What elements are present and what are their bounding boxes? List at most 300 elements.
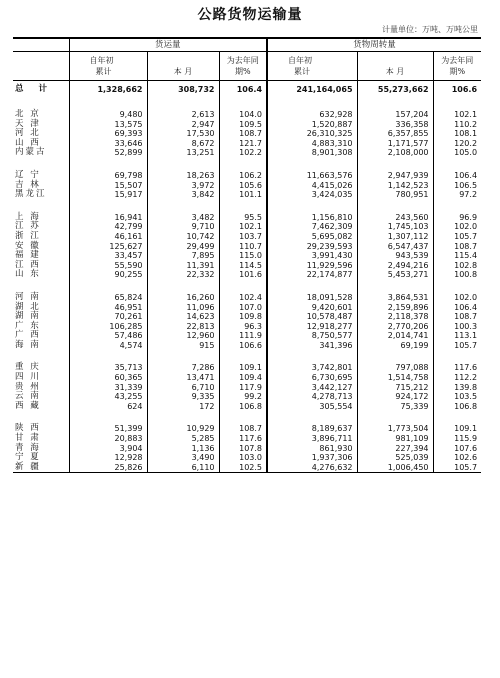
group-spacer: [13, 280, 481, 293]
region-name: 上 海: [15, 211, 41, 222]
turnover-month: 6,357,855: [357, 129, 433, 139]
turnover-month: 2,014,741: [357, 331, 433, 341]
freight-cumulative: 15,507: [69, 181, 147, 191]
header-cum2-bottom: 累计: [294, 67, 311, 76]
turnover-month: 981,109: [357, 434, 433, 444]
turnover-yoy: 96.9: [433, 213, 481, 223]
turnover-cumulative: 7,462,309: [267, 222, 357, 232]
freight-yoy: 108.7: [219, 129, 267, 139]
unit-note: 计量单位：万吨、万吨公里: [382, 25, 478, 34]
turnover-month: 5,453,271: [357, 270, 433, 280]
freight-yoy: 109.5: [219, 120, 267, 130]
freight-month: 915: [147, 341, 219, 351]
freight-yoy: 102.1: [219, 222, 267, 232]
turnover-month: 2,947,939: [357, 171, 433, 181]
spacer-cell: [69, 350, 147, 363]
region-name: 天 津: [15, 118, 41, 129]
freight-cumulative: 70,261: [69, 312, 147, 322]
region-name: 海 南: [15, 339, 41, 350]
turnover-cumulative: 22,174,877: [267, 270, 357, 280]
table-row: [13, 363, 481, 373]
turnover-yoy: 120.2: [433, 139, 481, 149]
freight-yoy: 105.6: [219, 181, 267, 191]
freight-cumulative: 624: [69, 402, 147, 412]
turnover-cumulative: 3,424,035: [267, 190, 357, 200]
table-row: [13, 322, 481, 332]
freight-yoy: 106.8: [219, 402, 267, 412]
turnover-month: 715,212: [357, 383, 433, 393]
table-row: [13, 120, 481, 130]
region-name: 云 南: [15, 391, 41, 402]
spacer-cell: [267, 200, 357, 213]
freight-yoy: 104.0: [219, 110, 267, 120]
spacer-cell: [433, 158, 481, 171]
table-row: [13, 341, 481, 351]
header-month1-label: 本 月: [173, 67, 193, 76]
turnover-cumulative: 4,278,713: [267, 392, 357, 402]
turnover-month: 2,494,216: [357, 261, 433, 271]
freight-yoy: 117.6: [219, 434, 267, 444]
freight-cumulative: 90,255: [69, 270, 147, 280]
freight-yoy: 111.9: [219, 331, 267, 341]
freight-yoy: 109.1: [219, 363, 267, 373]
freight-month: 2,613: [147, 110, 219, 120]
turnover-yoy: 103.5: [433, 392, 481, 402]
turnover-yoy: 105.7: [433, 463, 481, 473]
freight-yoy: 103.7: [219, 232, 267, 242]
freight-cumulative: 25,826: [69, 463, 147, 473]
spacer-cell: [219, 97, 267, 110]
freight-month: 12,960: [147, 331, 219, 341]
turnover-cumulative: 8,901,308: [267, 148, 357, 158]
turnover-cumulative: 29,239,593: [267, 242, 357, 252]
freight-cumulative: 69,393: [69, 129, 147, 139]
freight-month: 11,096: [147, 303, 219, 313]
freight-cumulative: 52,899: [69, 148, 147, 158]
spacer-cell: [69, 158, 147, 171]
spacer-cell: [357, 280, 433, 293]
turnover-yoy: 115.9: [433, 434, 481, 444]
freight-yoy: 109.8: [219, 312, 267, 322]
total-turnover-yoy: 106.6: [433, 81, 481, 98]
header-yoy-2: [433, 52, 481, 81]
freight-table: [13, 37, 481, 473]
spacer-cell: [267, 97, 357, 110]
header-yoy2-top: 为去年同: [441, 56, 474, 65]
freight-cumulative: 43,255: [69, 392, 147, 402]
freight-yoy: 115.0: [219, 251, 267, 261]
turnover-month: 924,172: [357, 392, 433, 402]
header-freight: 货运量: [69, 38, 267, 52]
table-row: [13, 444, 481, 454]
freight-month: 29,499: [147, 242, 219, 252]
region-name: 山 西: [15, 137, 41, 148]
region-name: 重 庆: [15, 362, 41, 373]
turnover-yoy: 139.8: [433, 383, 481, 393]
freight-month: 17,530: [147, 129, 219, 139]
freight-month: 7,895: [147, 251, 219, 261]
total-turnover-month: 55,273,662: [357, 81, 433, 98]
region-name: 辽 宁: [15, 169, 41, 180]
group-spacer: [13, 158, 481, 171]
table-row: [13, 293, 481, 303]
table-row: [13, 383, 481, 393]
freight-month: 2,947: [147, 120, 219, 130]
region-name: 广 西: [15, 330, 41, 341]
table-body: [13, 81, 481, 473]
turnover-yoy: 106.4: [433, 171, 481, 181]
spacer-cell: [219, 350, 267, 363]
turnover-yoy: 115.4: [433, 251, 481, 261]
turnover-cumulative: 6,730,695: [267, 373, 357, 383]
freight-cumulative: 20,883: [69, 434, 147, 444]
freight-yoy: 106.6: [219, 341, 267, 351]
freight-month: 1,136: [147, 444, 219, 454]
turnover-cumulative: 305,554: [267, 402, 357, 412]
freight-cumulative: 12,928: [69, 453, 147, 463]
freight-month: 8,672: [147, 139, 219, 149]
header-month2-label: 本 月: [385, 67, 405, 76]
region-name: 吉 林: [15, 179, 41, 190]
freight-cumulative: 13,575: [69, 120, 147, 130]
region-name: 江 西: [15, 259, 41, 270]
freight-cumulative: 3,904: [69, 444, 147, 454]
turnover-month: 2,118,378: [357, 312, 433, 322]
page-title: 公路货物运输量: [197, 7, 303, 23]
turnover-cumulative: 8,189,637: [267, 424, 357, 434]
freight-cumulative: 69,798: [69, 171, 147, 181]
region-name: 福 建: [15, 250, 41, 261]
spacer-cell: [219, 158, 267, 171]
header-row-1: [13, 38, 481, 52]
turnover-yoy: 105.0: [433, 148, 481, 158]
table-row: [13, 424, 481, 434]
freight-month: 6,110: [147, 463, 219, 473]
turnover-month: 2,770,206: [357, 322, 433, 332]
region-name: 山 东: [15, 269, 41, 280]
turnover-month: 780,951: [357, 190, 433, 200]
spacer-cell: [267, 350, 357, 363]
region-name: 内蒙古: [15, 147, 47, 158]
freight-month: 9,335: [147, 392, 219, 402]
turnover-cumulative: 9,420,601: [267, 303, 357, 313]
freight-month: 16,260: [147, 293, 219, 303]
turnover-yoy: 110.2: [433, 120, 481, 130]
turnover-month: 336,358: [357, 120, 433, 130]
turnover-month: 6,547,437: [357, 242, 433, 252]
spacer-cell: [13, 200, 69, 213]
table-row: [13, 148, 481, 158]
total-row: [13, 81, 481, 98]
total-freight-yoy: 106.4: [219, 81, 267, 98]
spacer-cell: [267, 280, 357, 293]
table-row: [13, 251, 481, 261]
turnover-yoy: 108.7: [433, 242, 481, 252]
turnover-yoy: 105.7: [433, 232, 481, 242]
region-name: 宁 夏: [15, 452, 41, 463]
turnover-yoy: 108.1: [433, 129, 481, 139]
spacer-cell: [219, 200, 267, 213]
freight-cumulative: 51,399: [69, 424, 147, 434]
turnover-month: 157,204: [357, 110, 433, 120]
spacer-cell: [219, 280, 267, 293]
region-name: 四 川: [15, 372, 41, 383]
table-row: [13, 261, 481, 271]
turnover-cumulative: 26,310,325: [267, 129, 357, 139]
region-name: 湖 南: [15, 311, 41, 322]
turnover-yoy: 102.0: [433, 222, 481, 232]
spacer-cell: [433, 280, 481, 293]
freight-month: 3,482: [147, 213, 219, 223]
spacer-cell: [69, 280, 147, 293]
header-blank: [13, 38, 69, 52]
region-name: 新 疆: [13, 463, 69, 473]
freight-cumulative: 16,941: [69, 213, 147, 223]
freight-cumulative: 4,574: [69, 341, 147, 351]
freight-cumulative: 35,713: [69, 363, 147, 373]
turnover-cumulative: 1,937,306: [267, 453, 357, 463]
freight-yoy: 106.2: [219, 171, 267, 181]
table-row: [13, 171, 481, 181]
region-name: 河 北: [15, 128, 41, 139]
freight-yoy: 110.7: [219, 242, 267, 252]
freight-cumulative: 15,917: [69, 190, 147, 200]
turnover-cumulative: 1,156,810: [267, 213, 357, 223]
turnover-cumulative: 10,578,487: [267, 312, 357, 322]
freight-cumulative: 57,486: [69, 331, 147, 341]
table-row: [13, 213, 481, 223]
turnover-month: 943,539: [357, 251, 433, 261]
region-name: 安 徽: [15, 240, 41, 251]
freight-month: 9,710: [147, 222, 219, 232]
turnover-month: 3,864,531: [357, 293, 433, 303]
region-name: 西 藏: [15, 400, 41, 411]
table-row: [13, 303, 481, 313]
freight-month: 18,263: [147, 171, 219, 181]
freight-yoy: 102.2: [219, 148, 267, 158]
region-name: 贵 州: [15, 381, 41, 392]
spacer-cell: [147, 350, 219, 363]
turnover-yoy: 102.8: [433, 261, 481, 271]
turnover-yoy: 100.3: [433, 322, 481, 332]
spacer-cell: [433, 200, 481, 213]
header-yoy1-top: 为去年同: [226, 56, 259, 65]
turnover-month: 243,560: [357, 213, 433, 223]
freight-month: 3,972: [147, 181, 219, 191]
spacer-cell: [147, 411, 219, 424]
table-row: [13, 222, 481, 232]
table-row: [13, 232, 481, 242]
table-row: [13, 392, 481, 402]
header-cum1-bottom: 累计: [95, 67, 112, 76]
freight-month: 13,471: [147, 373, 219, 383]
region-name: 浙 江: [15, 230, 41, 241]
header-yoy1-bottom: 期%: [234, 67, 251, 76]
region-name: 甘 肃: [15, 433, 41, 444]
freight-month: 22,332: [147, 270, 219, 280]
freight-month: 14,623: [147, 312, 219, 322]
turnover-cumulative: 1,520,887: [267, 120, 357, 130]
freight-yoy: 99.2: [219, 392, 267, 402]
turnover-yoy: 113.1: [433, 331, 481, 341]
table-row: [13, 139, 481, 149]
turnover-month: 227,394: [357, 444, 433, 454]
freight-month: 11,391: [147, 261, 219, 271]
turnover-cumulative: 11,929,596: [267, 261, 357, 271]
spacer-cell: [433, 411, 481, 424]
turnover-month: 75,339: [357, 402, 433, 412]
group-spacer: [13, 411, 481, 424]
freight-month: 3,490: [147, 453, 219, 463]
freight-yoy: 121.7: [219, 139, 267, 149]
freight-cumulative: 106,285: [69, 322, 147, 332]
region-name: 江 苏: [15, 221, 41, 232]
spacer-cell: [357, 158, 433, 171]
table-row: [13, 110, 481, 120]
turnover-month: 1,745,103: [357, 222, 433, 232]
freight-cumulative: 125,627: [69, 242, 147, 252]
header-cumulative-1: [69, 52, 147, 81]
freight-month: 3,842: [147, 190, 219, 200]
spacer-cell: [147, 200, 219, 213]
freight-month: 5,285: [147, 434, 219, 444]
region-name: 陕 西: [15, 423, 41, 434]
turnover-yoy: 105.7: [433, 341, 481, 351]
freight-cumulative: 9,480: [69, 110, 147, 120]
turnover-cumulative: 4,883,310: [267, 139, 357, 149]
turnover-month: 1,514,758: [357, 373, 433, 383]
freight-month: 7,286: [147, 363, 219, 373]
spacer-cell: [69, 200, 147, 213]
turnover-yoy: 108.7: [433, 312, 481, 322]
turnover-month: 2,159,896: [357, 303, 433, 313]
turnover-month: 2,108,000: [357, 148, 433, 158]
spacer-cell: [357, 350, 433, 363]
turnover-cumulative: 341,396: [267, 341, 357, 351]
freight-yoy: 101.1: [219, 190, 267, 200]
total-freight-month: 308,732: [147, 81, 219, 98]
turnover-cumulative: 861,930: [267, 444, 357, 454]
table-row: [13, 270, 481, 280]
freight-month: 13,251: [147, 148, 219, 158]
turnover-month: 797,088: [357, 363, 433, 373]
region-name: 北 京: [15, 109, 41, 119]
turnover-month: 1,773,504: [357, 424, 433, 434]
table-row: [13, 402, 481, 412]
turnover-yoy: 117.6: [433, 363, 481, 373]
table-row: [13, 463, 481, 473]
spacer-cell: [147, 158, 219, 171]
header-yoy-1: [219, 52, 267, 81]
table-row: [13, 242, 481, 252]
spacer-cell: [267, 411, 357, 424]
turnover-cumulative: 3,742,801: [267, 363, 357, 373]
turnover-yoy: 97.2: [433, 190, 481, 200]
turnover-cumulative: 12,918,277: [267, 322, 357, 332]
freight-yoy: 103.0: [219, 453, 267, 463]
table-row: [13, 331, 481, 341]
header-month-2: [357, 52, 433, 81]
turnover-cumulative: 3,896,711: [267, 434, 357, 444]
header-cum1-top: 自年初: [89, 56, 114, 65]
freight-month: 10,742: [147, 232, 219, 242]
spacer-cell: [147, 280, 219, 293]
region-name: 黑龙江: [15, 189, 47, 200]
turnover-yoy: 109.1: [433, 424, 481, 434]
turnover-cumulative: 4,276,632: [267, 463, 357, 473]
spacer-cell: [433, 97, 481, 110]
header-row-2: [13, 52, 481, 81]
turnover-cumulative: 3,991,430: [267, 251, 357, 261]
freight-yoy: 117.9: [219, 383, 267, 393]
region-name: 广 东: [15, 320, 41, 331]
total-turnover-cumulative: 241,164,065: [267, 81, 357, 98]
turnover-yoy: 102.0: [433, 293, 481, 303]
group-spacer: [13, 97, 481, 110]
header-yoy2-bottom: 期%: [449, 67, 466, 76]
turnover-cumulative: 18,091,528: [267, 293, 357, 303]
freight-month: 22,813: [147, 322, 219, 332]
freight-yoy: 102.4: [219, 293, 267, 303]
header-cum2-top: 自年初: [288, 56, 313, 65]
freight-cumulative: 46,951: [69, 303, 147, 313]
spacer-cell: [357, 411, 433, 424]
turnover-yoy: 106.4: [433, 303, 481, 313]
data-table-wrapper: [13, 37, 481, 473]
spacer-cell: [147, 97, 219, 110]
table-row: [13, 434, 481, 444]
freight-month: 6,710: [147, 383, 219, 393]
freight-cumulative: 60,365: [69, 373, 147, 383]
freight-yoy: 107.0: [219, 303, 267, 313]
spacer-cell: [69, 411, 147, 424]
spacer-cell: [357, 200, 433, 213]
spacer-cell: [13, 280, 69, 293]
turnover-yoy: 106.5: [433, 181, 481, 191]
group-spacer: [13, 350, 481, 363]
freight-yoy: 101.6: [219, 270, 267, 280]
turnover-yoy: 102.1: [433, 110, 481, 120]
table-row: [13, 453, 481, 463]
freight-yoy: 114.5: [219, 261, 267, 271]
group-spacer: [13, 200, 481, 213]
spacer-cell: [69, 97, 147, 110]
table-row: [13, 312, 481, 322]
table-row: [13, 190, 481, 200]
freight-cumulative: 65,824: [69, 293, 147, 303]
turnover-cumulative: 11,663,576: [267, 171, 357, 181]
freight-yoy: 96.3: [219, 322, 267, 332]
turnover-month: 69,199: [357, 341, 433, 351]
freight-cumulative: 31,339: [69, 383, 147, 393]
turnover-yoy: 106.8: [433, 402, 481, 412]
freight-cumulative: 42,799: [69, 222, 147, 232]
region-name: 河 南: [15, 291, 41, 302]
spacer-cell: [357, 97, 433, 110]
freight-yoy: 108.7: [219, 424, 267, 434]
spacer-cell: [433, 350, 481, 363]
total-label: 总 计: [15, 83, 53, 94]
turnover-yoy: 112.2: [433, 373, 481, 383]
turnover-month: 1,307,112: [357, 232, 433, 242]
freight-yoy: 102.5: [219, 463, 267, 473]
freight-cumulative: 33,457: [69, 251, 147, 261]
turnover-month: 525,039: [357, 453, 433, 463]
header-month-1: [147, 52, 219, 81]
freight-yoy: 109.4: [219, 373, 267, 383]
turnover-cumulative: 4,415,026: [267, 181, 357, 191]
freight-cumulative: 33,646: [69, 139, 147, 149]
